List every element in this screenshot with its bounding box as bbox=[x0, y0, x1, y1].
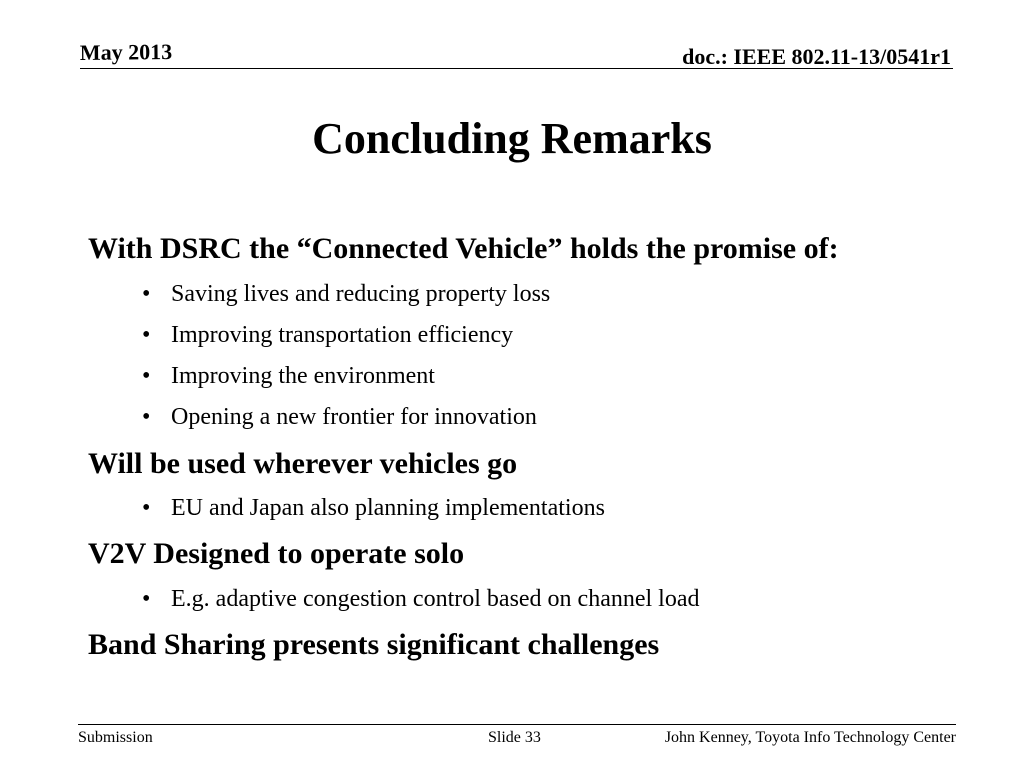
bullet-item bbox=[142, 361, 435, 391]
bullet-icon: • bbox=[142, 281, 151, 307]
bullet-item bbox=[142, 493, 605, 523]
bullet-text: Improving transportation efficiency bbox=[171, 322, 514, 348]
bullet-text: E.g. adaptive congestion control based on channel load bbox=[171, 586, 700, 612]
bullet-icon: • bbox=[142, 404, 151, 430]
header-date: May 2013 bbox=[79, 39, 173, 66]
bullet-item bbox=[142, 279, 550, 309]
bullet-item bbox=[142, 584, 700, 614]
bullet-text: EU and Japan also planning implementations bbox=[171, 495, 605, 521]
footer-author: John Kenney, Toyota Info Technology Center bbox=[664, 729, 956, 746]
point-usage: Will be used wherever vehicles go bbox=[88, 447, 518, 480]
bullet-item bbox=[142, 402, 537, 432]
point-v2v-solo: V2V Designed to operate solo bbox=[88, 537, 465, 570]
bullet-icon: • bbox=[142, 586, 151, 612]
bullet-text: Saving lives and reducing property loss bbox=[171, 281, 551, 307]
bullet-text: Opening a new frontier for innovation bbox=[171, 404, 537, 430]
footer-submission: Submission bbox=[78, 729, 153, 746]
bullet-item bbox=[142, 320, 513, 350]
bullet-icon: • bbox=[142, 495, 151, 521]
header-divider bbox=[80, 68, 953, 69]
bullet-icon: • bbox=[142, 322, 151, 348]
slide-title: Concluding Remarks bbox=[312, 114, 712, 163]
point-dsrc-promise: With DSRC the “Connected Vehicle” holds the promise of: bbox=[88, 232, 839, 265]
point-band-sharing: Band Sharing presents significant challenges bbox=[88, 628, 660, 661]
footer-slide-number: Slide 33 bbox=[488, 729, 541, 746]
bullet-icon: • bbox=[142, 363, 151, 389]
footer-divider bbox=[78, 724, 956, 725]
bullet-text: Improving the environment bbox=[171, 363, 435, 389]
header-doc-id: doc.: IEEE 802.11-13/0541r1 bbox=[682, 44, 951, 69]
